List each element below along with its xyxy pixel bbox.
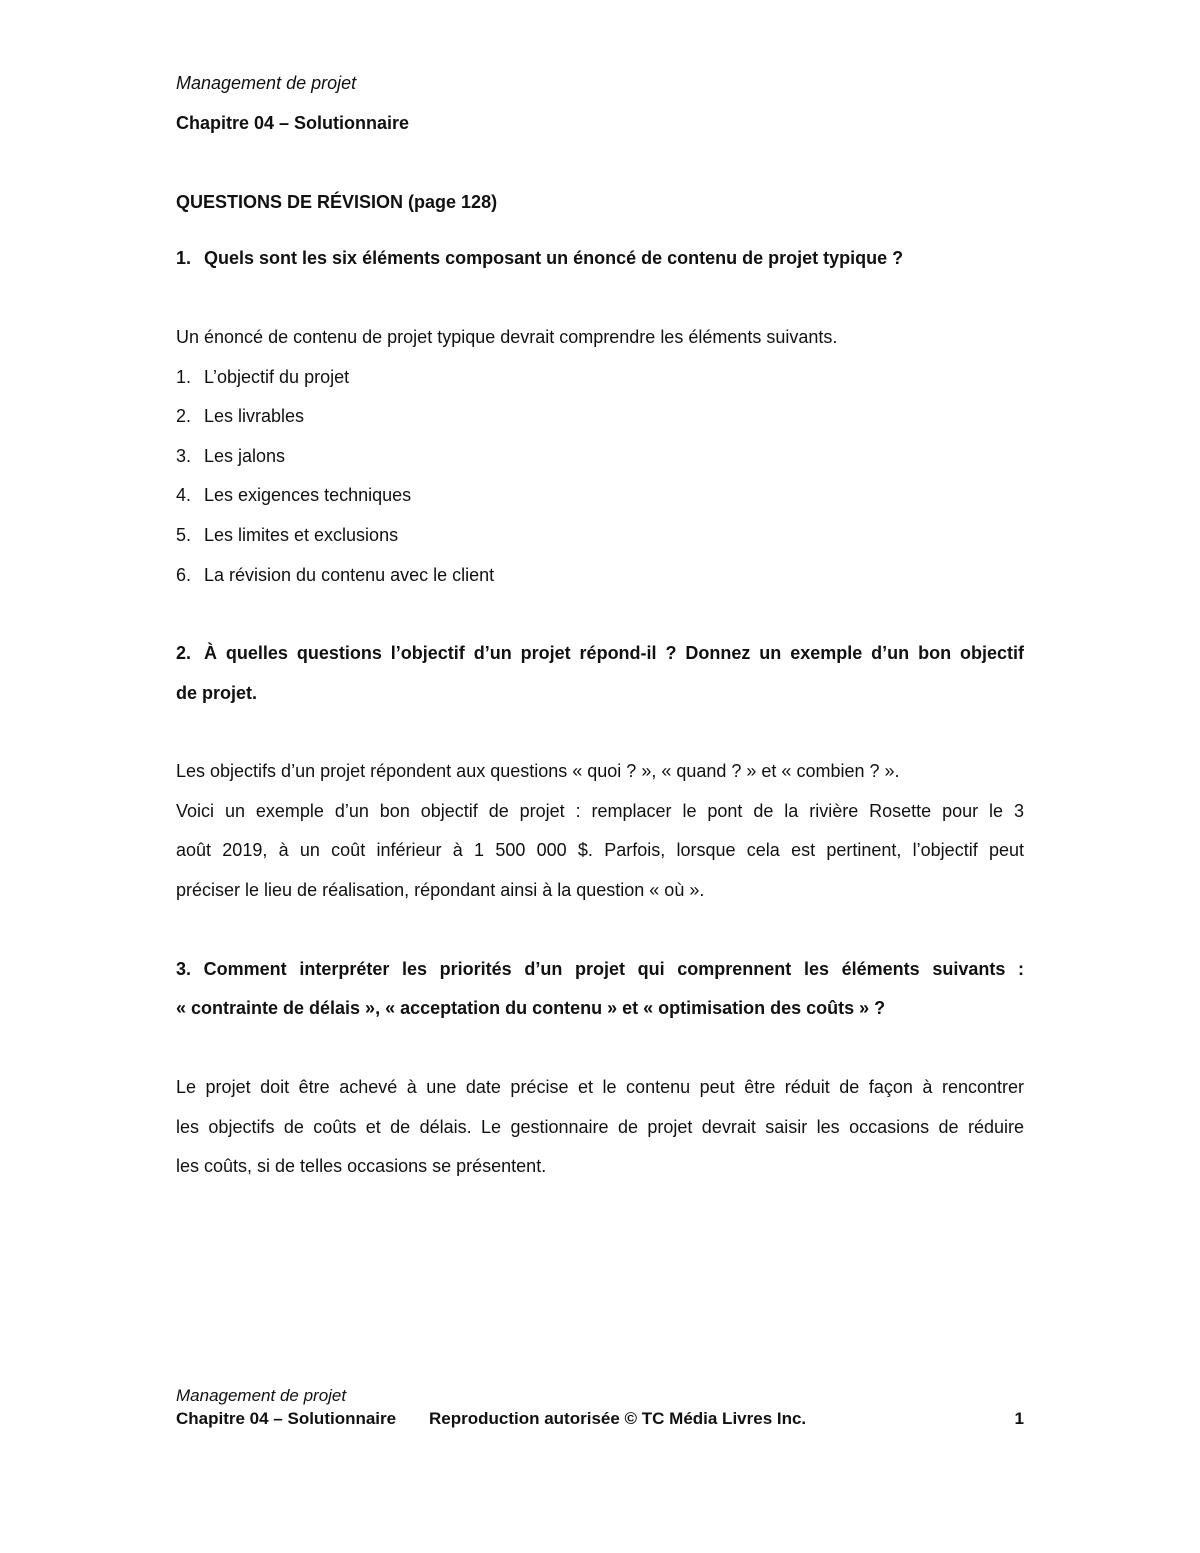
list-item: 3. Les jalons: [176, 446, 286, 466]
question-1: [176, 247, 903, 269]
question-3-line-1: 3. Comment interpréter les priorités d’un projet qui comprennent les éléments suivants :: [176, 959, 1024, 979]
header-chapter: Chapitre 04 – Solutionnaire: [176, 113, 410, 133]
list-item: 1. L’objectif du projet: [176, 367, 350, 387]
answer-2-line-2: Voici un exemple d’un bon objectif de projet : remplacer le pont de la rivière Rosette pour le 3: [176, 801, 1024, 821]
section-title: QUESTIONS DE RÉVISION (page 128): [176, 192, 498, 212]
header-course-title: Management de projet: [176, 73, 357, 93]
answer-2-line-4: préciser le lieu de réalisation, répondant ainsi à la question « où ».: [176, 880, 705, 900]
question-number: 1.: [176, 248, 192, 268]
footer-copyright: Reproduction autorisée © TC Média Livres Inc.: [429, 1409, 807, 1428]
list-item: 6. La révision du contenu avec le client: [176, 565, 495, 585]
list-item: 5. Les limites et exclusions: [176, 525, 399, 545]
answer-3-line-1: Le projet doit être achevé à une date précise et le contenu peut être réduit de façon à rencontrer: [176, 1077, 1024, 1097]
question-2-line-2: de projet.: [176, 683, 258, 703]
footer: [176, 1409, 1024, 1431]
question-3-line-2: « contrainte de délais », « acceptation du contenu » et « optimisation des coûts » ?: [176, 998, 886, 1018]
footer-course-title: Management de projet: [176, 1386, 347, 1405]
answer-2-line-1: Les objectifs d’un projet répondent aux questions « quoi ? », « quand ? » et « combien ? ».: [176, 761, 900, 781]
answer-3-line-3: les coûts, si de telles occasions se présentent.: [176, 1156, 547, 1176]
list-item: 4. Les exigences techniques: [176, 485, 412, 505]
answer-2-line-3: août 2019, à un coût inférieur à 1 500 000 $. Parfois, lorsque cela est pertinent, l’objectif peut: [176, 840, 1024, 860]
footer-chapter: Chapitre 04 – Solutionnaire: [176, 1409, 397, 1428]
question-text: Quels sont les six éléments composant un énoncé de contenu de projet typique ?: [204, 248, 904, 268]
answer-1-intro: Un énoncé de contenu de projet typique devrait comprendre les éléments suivants.: [176, 327, 838, 347]
footer-page-number: 1: [1014, 1409, 1024, 1428]
answer-3-line-2: les objectifs de coûts et de délais. Le gestionnaire de projet devrait saisir les occasions de réduire: [176, 1117, 1024, 1137]
list-item: 2. Les livrables: [176, 406, 305, 426]
question-number: 2.: [176, 643, 192, 663]
question-2-line-1: 2. À quelles questions l’objectif d’un projet répond-il ? Donnez un exemple d’un bon objectif: [176, 643, 1024, 663]
